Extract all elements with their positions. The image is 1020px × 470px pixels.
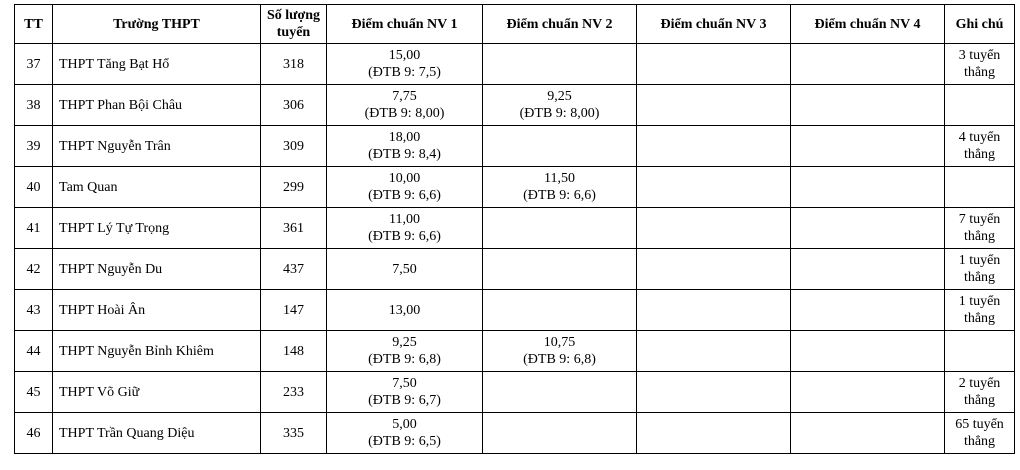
nv1-score: 5,00 [392,417,417,432]
cell-nv1 [327,126,483,167]
cell-nv3 [637,249,791,290]
cell-quota: 335 [261,413,327,454]
nv2-score: 10,75 [543,335,576,350]
cell-nv4 [791,85,945,126]
note-line2: thẳng [963,229,996,244]
nv1-gpa: (ĐTB 9: 6,6) [368,229,441,244]
cell-quota: 148 [261,331,327,372]
nv2-gpa: (ĐTB 9: 6,6) [523,188,596,203]
cell-school: THPT Nguyễn Du [53,249,261,290]
note-line1: 1 tuyển [958,253,1001,268]
note-line2: thẳng [963,311,996,326]
cell-nv1 [327,249,483,290]
table-row [15,413,1015,454]
table-row [15,372,1015,413]
table-row [15,85,1015,126]
cell-school: THPT Tăng Bạt Hổ [53,44,261,85]
cell-nv4 [791,249,945,290]
cell-nv4 [791,167,945,208]
cell-tt: 43 [15,290,53,331]
nv2-gpa: (ĐTB 9: 6,8) [523,352,596,367]
header-nv1: Điểm chuẩn NV 1 [327,5,483,44]
cell-nv2 [483,331,637,372]
cell-tt: 42 [15,249,53,290]
cell-nv1 [327,331,483,372]
cell-nv2 [483,85,637,126]
table-row [15,126,1015,167]
cell-nv3 [637,208,791,249]
note-line2: thẳng [963,393,996,408]
cell-quota: 309 [261,126,327,167]
cell-nv4 [791,208,945,249]
cell-quota: 299 [261,167,327,208]
header-note: Ghi chú [945,5,1015,44]
note-line2: thẳng [963,147,996,162]
cell-nv3 [637,85,791,126]
nv2-gpa: (ĐTB 9: 8,00) [519,106,600,121]
cell-nv1 [327,372,483,413]
cell-nv3 [637,331,791,372]
cell-note [945,167,1015,208]
cell-nv4 [791,331,945,372]
cell-nv4 [791,413,945,454]
cell-nv1 [327,208,483,249]
nv2-score: 11,50 [544,171,575,186]
cell-nv1 [327,413,483,454]
nv1-gpa: (ĐTB 9: 8,00) [364,106,445,121]
header-quota-line1: Số lượng [266,8,321,23]
cell-school: THPT Phan Bội Châu [53,85,261,126]
cell-tt: 41 [15,208,53,249]
cell-note [945,331,1015,372]
table-row [15,290,1015,331]
cell-quota: 306 [261,85,327,126]
cell-nv1 [327,44,483,85]
nv1-score: 9,25 [392,335,417,350]
cell-nv2 [483,249,637,290]
cell-nv3 [637,44,791,85]
cell-note [945,126,1015,167]
nv2-score: 9,25 [547,89,572,104]
nv1-gpa: (ĐTB 9: 6,7) [368,393,441,408]
cell-nv4 [791,44,945,85]
cell-nv2 [483,167,637,208]
cell-quota: 437 [261,249,327,290]
nv1-gpa: (ĐTB 9: 6,5) [368,434,441,449]
cell-note [945,85,1015,126]
cell-nv2 [483,44,637,85]
header-nv4: Điểm chuẩn NV 4 [791,5,945,44]
header-nv3: Điểm chuẩn NV 3 [637,5,791,44]
cell-school: THPT Võ Giữ [53,372,261,413]
note-line1: 1 tuyển [958,294,1001,309]
cell-nv4 [791,126,945,167]
cell-nv1 [327,85,483,126]
note-line1: 7 tuyển [958,212,1001,227]
table-header-row [15,5,1015,44]
nv1-gpa: (ĐTB 9: 6,6) [368,188,441,203]
cell-quota: 147 [261,290,327,331]
cell-nv3 [637,126,791,167]
nv1-score: 10,00 [388,171,421,186]
cell-note [945,44,1015,85]
nv1-gpa: (ĐTB 9: 7,5) [368,65,441,80]
cell-school: Tam Quan [53,167,261,208]
cell-nv2 [483,126,637,167]
cell-tt: 38 [15,85,53,126]
cell-nv3 [637,167,791,208]
nv1-gpa: (ĐTB 9: 8,4) [368,147,441,162]
cell-note [945,249,1015,290]
cell-school: THPT Nguyễn Trân [53,126,261,167]
cell-nv2 [483,372,637,413]
nv1-score: 7,75 [392,89,417,104]
cell-nv1 [327,290,483,331]
cell-quota: 361 [261,208,327,249]
cell-tt: 37 [15,44,53,85]
header-school: Trường THPT [53,5,261,44]
note-line1: 3 tuyển [958,48,1001,63]
table-row [15,167,1015,208]
table-row [15,44,1015,85]
cell-tt: 40 [15,167,53,208]
admission-scores-table [14,4,1015,454]
note-line1: 4 tuyển [958,130,1001,145]
cell-nv2 [483,208,637,249]
header-quota-line2: tuyển [276,25,311,40]
cell-tt: 45 [15,372,53,413]
cell-nv4 [791,372,945,413]
header-quota [261,5,327,44]
cell-note [945,290,1015,331]
note-line2: thẳng [963,270,996,285]
cell-nv3 [637,372,791,413]
cell-school: THPT Nguyễn Bỉnh Khiêm [53,331,261,372]
header-nv2: Điểm chuẩn NV 2 [483,5,637,44]
note-line2: thẳng [963,65,996,80]
cell-school: THPT Hoài Ân [53,290,261,331]
table-row [15,208,1015,249]
header-tt: TT [15,5,53,44]
nv1-score: 18,00 [388,130,421,145]
cell-tt: 39 [15,126,53,167]
nv1-score: 11,00 [389,212,420,227]
nv1-gpa: (ĐTB 9: 6,8) [368,352,441,367]
table-row [15,249,1015,290]
cell-school: THPT Lý Tự Trọng [53,208,261,249]
nv1-score: 7,50 [392,261,417,277]
nv1-score: 15,00 [388,48,421,63]
cell-nv1 [327,167,483,208]
cell-nv4 [791,290,945,331]
cell-quota: 233 [261,372,327,413]
nv1-score: 7,50 [392,376,417,391]
cell-tt: 44 [15,331,53,372]
cell-tt: 46 [15,413,53,454]
note-line1: 2 tuyển [958,376,1001,391]
cell-note [945,208,1015,249]
table-row [15,331,1015,372]
note-line2: thẳng [963,434,996,449]
cell-quota: 318 [261,44,327,85]
cell-nv3 [637,413,791,454]
cell-nv2 [483,290,637,331]
cell-note [945,372,1015,413]
cell-school: THPT Trần Quang Diệu [53,413,261,454]
cell-nv3 [637,290,791,331]
admission-table-wrapper [14,4,1015,454]
note-line1: 65 tuyển [955,417,1004,432]
nv1-score: 13,00 [388,302,421,318]
cell-nv2 [483,413,637,454]
cell-note [945,413,1015,454]
